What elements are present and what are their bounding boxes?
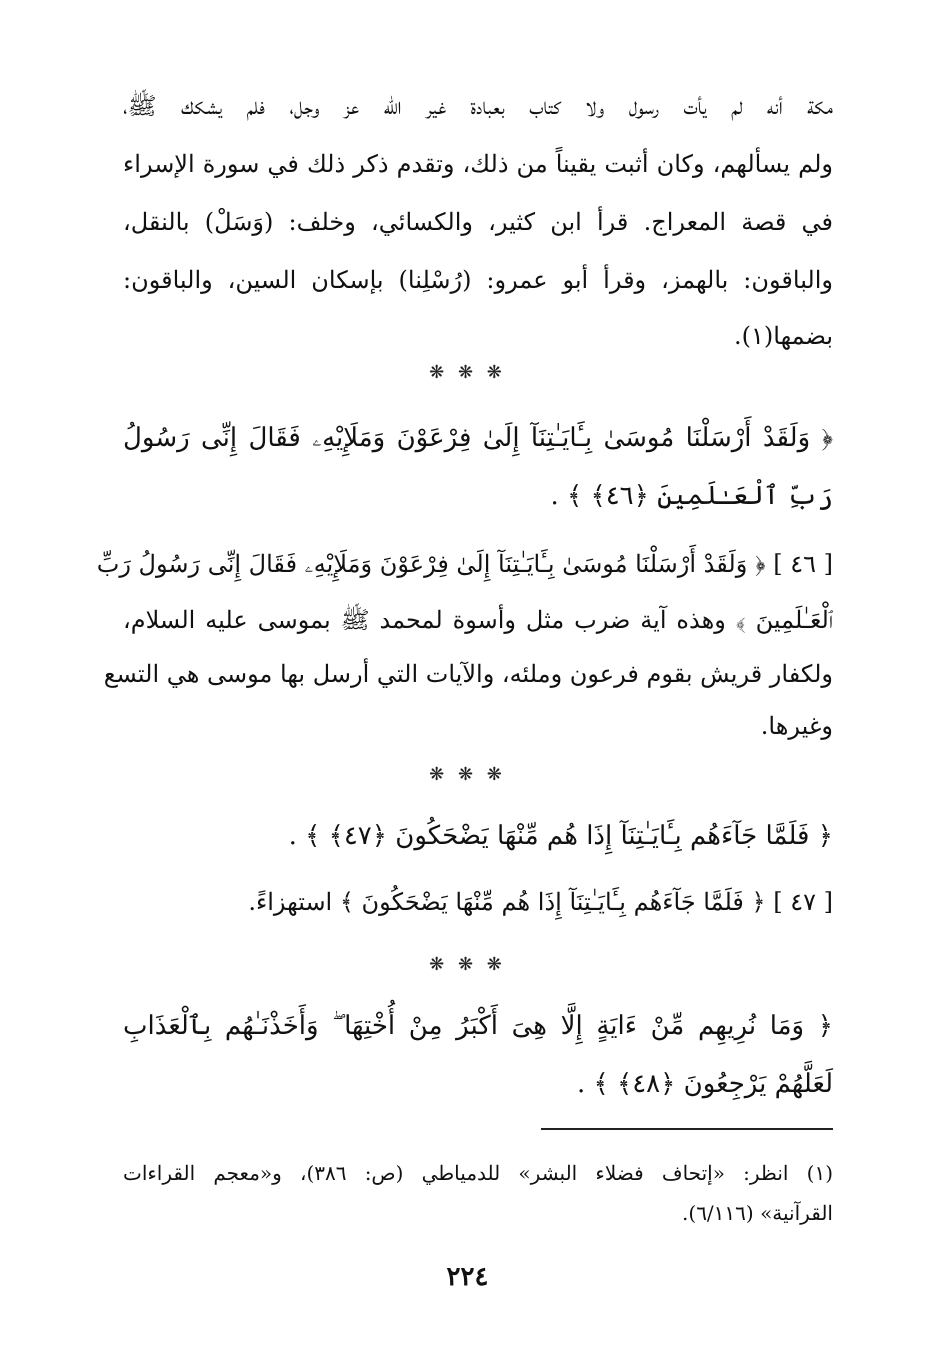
text-line: في قصة المعراج. قرأ ابن كثير، والكسائي، وخلف: (وَسَلْ) بالنقل، — [123, 208, 833, 236]
commentary-line: ولكفار قريش بقوم فرعون وملئه، والآيات التي أرسل بها موسى هي التسع — [103, 660, 833, 688]
quran-verse-line: ﴿ وَلَقَدْ أَرْسَلْنَا مُوسَىٰ بِـَٔايَـٰتِنَآ إِلَىٰ فِرْعَوْنَ وَمَلَإِيْهِۦ فَقَالَ إِنِّى رَسُولُ — [123, 423, 833, 453]
text-line: بضمها(١). — [734, 322, 833, 350]
commentary-line: وغيرها. — [760, 712, 833, 740]
page-number: ٢٢٤ — [446, 1262, 489, 1292]
text-line: والباقون: بالهمز، وقرأ أبو عمرو: (رُسْلِنا) بإسكان السين، والباقون: — [123, 266, 833, 294]
footnote-divider — [541, 1128, 833, 1130]
text-line: ولم يسألهم، وكان أثبت يقيناً من ذلك، وتقدم ذكر ذلك في سورة الإسراء — [123, 150, 833, 178]
section-separator: ❋ ❋ ❋ — [429, 764, 506, 785]
commentary-line: [ ٤٧ ] ﴿ فَلَمَّا جَآءَهُم بِـَٔايَـٰتِنَآ إِذَا هُم مِّنْهَا يَضْحَكُونَ ﴾ استهزاءً. — [248, 888, 833, 916]
quran-verse-line: ﴿ فَلَمَّا جَآءَهُم بِـَٔايَـٰتِنَآ إِذَا هُم مِّنْهَا يَضْحَكُونَ ﴿٤٧﴾ ﴾ . — [288, 821, 833, 851]
section-separator: ❋ ❋ ❋ — [429, 954, 506, 975]
section-separator: ❋ ❋ ❋ — [429, 362, 506, 383]
quran-verse-line: ﴿ وَمَا نُرِيهِم مِّنْ ءَايَةٍ إِلَّا هِىَ أَكْبَرُ مِنْ أُخْتِهَا ۖ وَأَخَذْنَـٰهُم بِٱلْعَذَابِ — [123, 1011, 833, 1041]
commentary-line: [ ٤٦ ] ﴿ وَلَقَدْ أَرْسَلْنَا مُوسَىٰ بِـَٔايَـٰتِنَآ إِلَىٰ فِرْعَوْنَ وَمَلَإِيْهِۦ فَقَالَ إِنِّى رَسُولُ رَبِّ — [96, 550, 833, 578]
footnote-line: القرآنية» (٦/١١٦). — [682, 1201, 833, 1225]
quran-verse-line: لَعَلَّهُمْ يَرْجِعُونَ ﴿٤٨﴾ ﴾ . — [576, 1069, 833, 1099]
footnote-line: (١) انظر: «إتحاف فضلاء البشر» للدمياطي (ص: ٣٨٦)، و«معجم القراءات — [123, 1161, 833, 1185]
commentary-line: ٱلْعَـٰلَمِينَ ﴾ وهذه آية ضرب مثل وأسوة لمحمد ﷺ بموسى عليه السلام، — [123, 606, 833, 634]
quran-verse-line: رَبِّ ٱلْعَـٰلَمِينَ ﴿٤٦﴾ ﴾ . — [550, 481, 833, 511]
text-line: مكة أنه لم يأت رسول ولا كتاب بعبادة غير الله عز وجل، فلم يشكك ﷺ، — [123, 92, 833, 120]
